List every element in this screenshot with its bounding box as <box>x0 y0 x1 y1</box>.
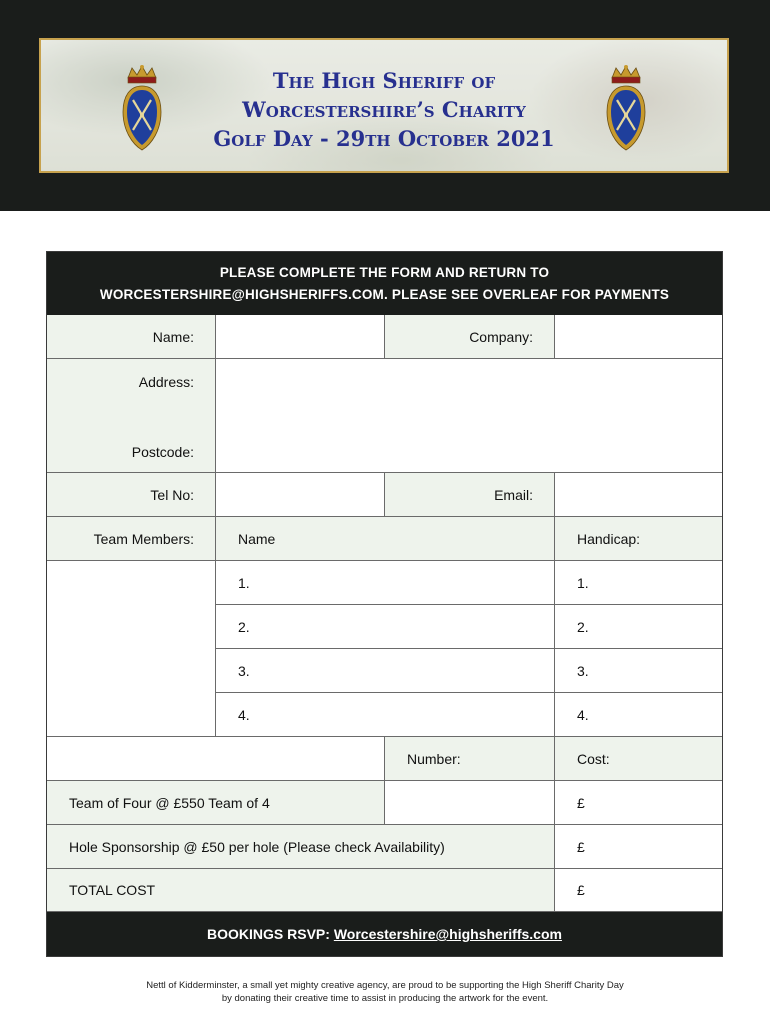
member-name-field[interactable]: 4. <box>216 693 555 737</box>
banner-title-line-3: Golf Day - 29th October 2021 <box>213 126 555 151</box>
credit-line-2: by donating their creative time to assist in producing the artwork for the event. <box>221 993 549 1004</box>
booking-form <box>46 251 723 957</box>
address-label-cell <box>47 359 216 473</box>
team-of-four-label: Team of Four @ £550 Team of 4 <box>47 781 385 825</box>
tel-field[interactable] <box>216 473 385 517</box>
member-handicap-field[interactable]: 2. <box>555 605 722 649</box>
total-cost-field[interactable]: £ <box>555 869 722 912</box>
name-label: Name: <box>47 315 216 359</box>
cost-header: Cost: <box>555 737 722 781</box>
bookings-rsvp-label: BOOKINGS RSVP: <box>207 926 334 942</box>
email-field[interactable] <box>555 473 722 517</box>
sheriff-crest-icon <box>605 64 647 154</box>
event-banner <box>39 38 729 173</box>
team-of-four-number-field[interactable] <box>385 781 555 825</box>
credit-line-1: Nettl of Kidderminster, a small yet mighty creative agency, are proud to be supporting the High Sheriff Charity Day <box>146 980 624 991</box>
team-members-blank <box>47 561 216 737</box>
bookings-email-link[interactable]: Worcestershire@highsheriffs.com <box>333 926 562 942</box>
member-name-field[interactable]: 1. <box>216 561 555 605</box>
top-band <box>0 0 770 211</box>
postcode-label: Postcode: <box>131 444 194 460</box>
member-handicap-field[interactable]: 4. <box>555 693 722 737</box>
total-cost-label: TOTAL COST <box>47 869 555 912</box>
number-row-blank <box>47 737 385 781</box>
form-header <box>47 252 722 315</box>
member-name-header: Name <box>216 517 555 561</box>
address-label: Address: <box>138 374 194 390</box>
hole-sponsorship-cost-field[interactable]: £ <box>555 825 722 869</box>
form-header-line-1: PLEASE COMPLETE THE FORM AND RETURN TO <box>219 265 550 280</box>
banner-title-line-2: Worcestershire’s Charity <box>242 97 526 122</box>
address-field[interactable] <box>216 359 722 473</box>
company-label: Company: <box>385 315 555 359</box>
member-handicap-field[interactable]: 1. <box>555 561 722 605</box>
member-handicap-field[interactable]: 3. <box>555 649 722 693</box>
number-header: Number: <box>385 737 555 781</box>
company-field[interactable] <box>555 315 722 359</box>
handicap-header: Handicap: <box>555 517 722 561</box>
team-of-four-cost-field[interactable]: £ <box>555 781 722 825</box>
member-name-field[interactable]: 2. <box>216 605 555 649</box>
member-name-field[interactable]: 3. <box>216 649 555 693</box>
team-members-label: Team Members: <box>47 517 216 561</box>
banner-title-line-1: The High Sheriff of <box>272 68 496 93</box>
credit-note <box>0 979 770 1005</box>
name-field[interactable] <box>216 315 385 359</box>
form-footer <box>47 912 722 956</box>
form-header-line-2: WORCESTERSHIRE@HIGHSHERIFFS.COM. PLEASE SEE OVERLEAF FOR PAYMENTS <box>99 287 670 302</box>
email-label: Email: <box>385 473 555 517</box>
hole-sponsorship-label: Hole Sponsorship @ £50 per hole (Please check Availability) <box>47 825 555 869</box>
tel-label: Tel No: <box>47 473 216 517</box>
